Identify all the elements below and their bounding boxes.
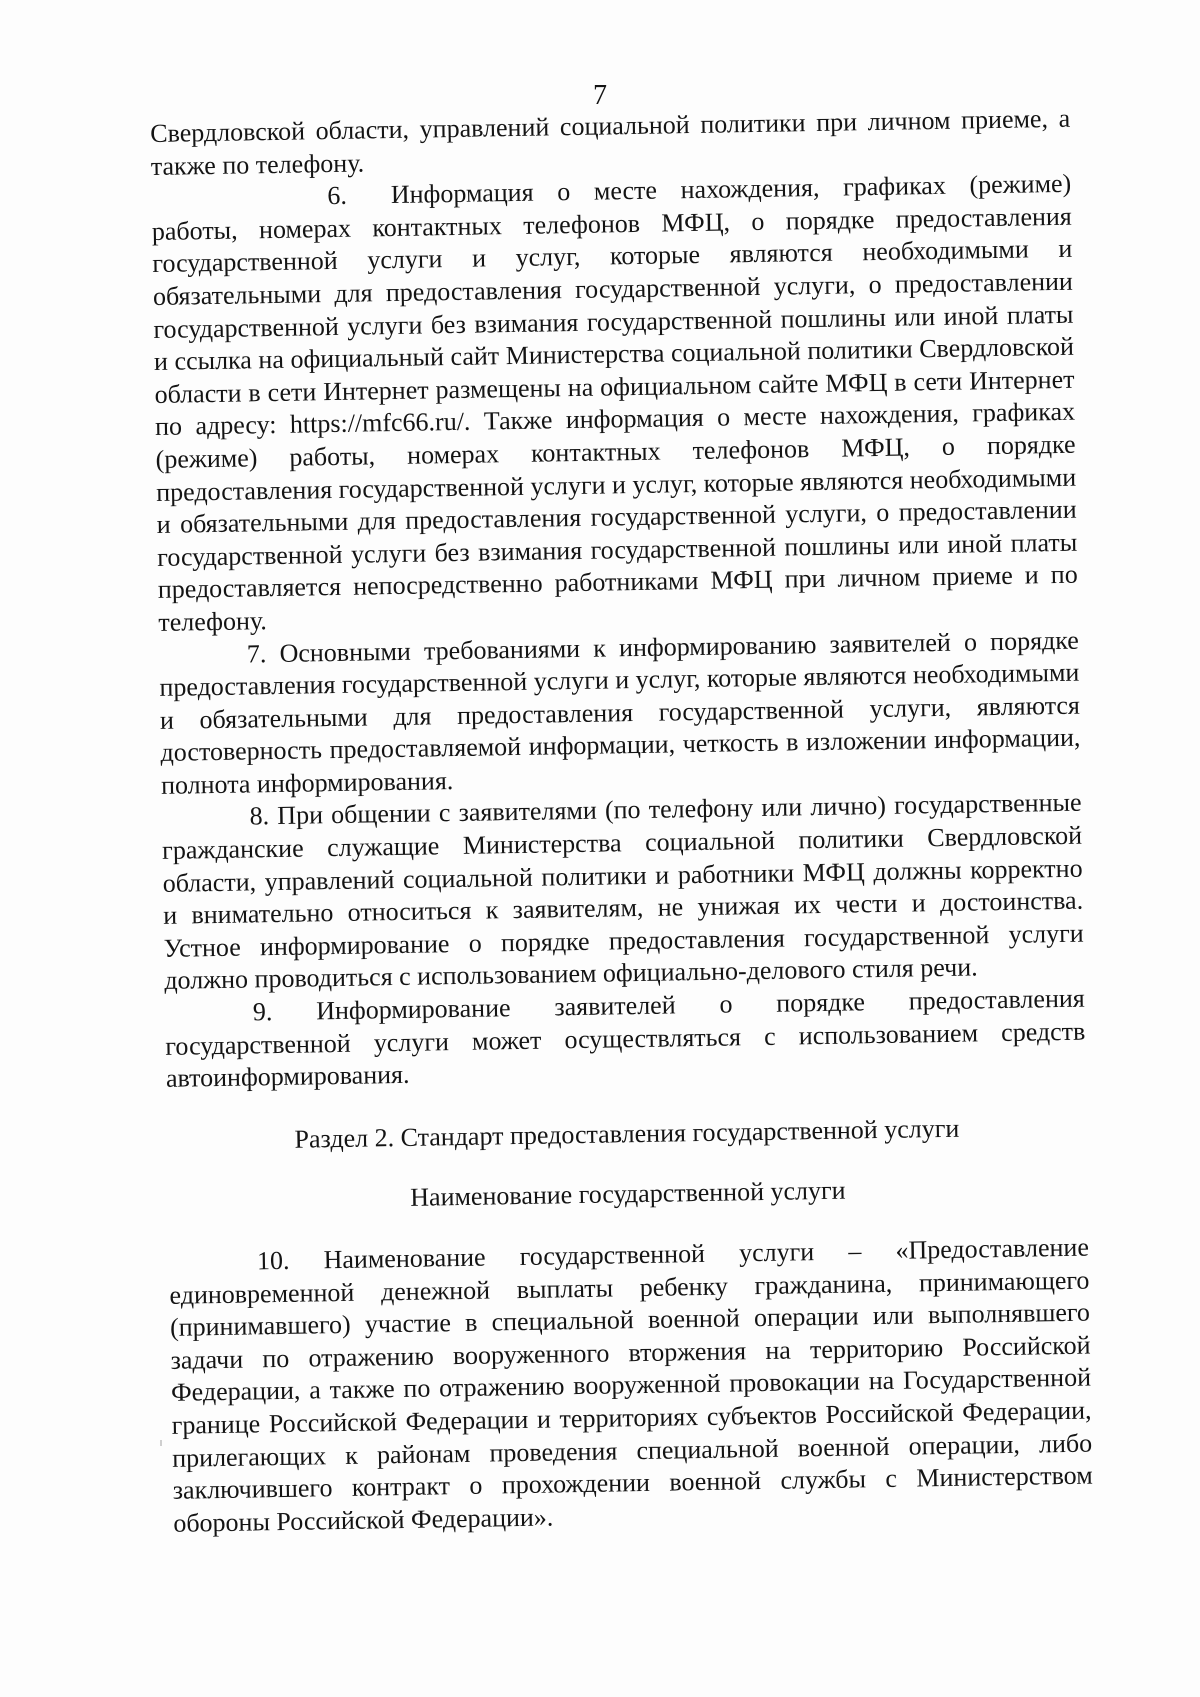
page-number: 7 [593, 80, 607, 111]
document-body [150, 103, 1093, 1540]
paragraph-6 [151, 168, 1078, 640]
subsection-title: Наименование государственной услуги [410, 1176, 846, 1213]
section-title: Раздел 2. Стандарт предоставления государственной услуги [294, 1113, 960, 1154]
paragraph-8: 8. При общении с заявителями (по телефону или лично) государственные гражданские служащие Министерства социальной политики Свердловской области, управлений социальной политики и работники МФЦ должны корректно и внимательно относиться к заявителям, не унижая их чести и достоинства. Устное информирование о порядке предоставления государственной услуги должно проводиться с использованием официально-делового стиля речи. [161, 788, 1084, 996]
paragraph-6-number: 6. [327, 180, 348, 211]
paragraph-10: 10. Наименование государственной услуги – «Предоставление единовременной денежной выплаты ребенку гражданина, принимающего (принимавшего) участие в специальной военной операции или выполнявшего задачи по отражению вооруженного вторжения на территорию Российской Федерации, а также по отражению вооруженной провокации на Государственной границе Российской Федерации и территориях субъектов Российской Федерации, прилегающих к районам проведения специальной военной операции, либо заключившего контракт о прохождении военной службы с Министерством обороны Российской Федерации». [169, 1232, 1093, 1538]
paragraph-6-text: Информация о месте нахождения, графиках (режиме) работы, номерах контактных телефонов МФЦ, о порядке предоставления государственной услуги и услуг, которые являются необходимыми и обязательными для предоставления государственной услуги, о предоставлении государственной услуги без взимания государственной пошлины или иной платы и ссылка на официальный сайт Министерства социальной политики Свердловской области в сети Интернет размещены на официальном сайте МФЦ в сети Интернет по адресу: https://mfc66.ru/. Также информация о месте нахождения, графиках (режиме) работы, номерах контактных телефонов МФЦ, о порядке предоставления государственной услуги и услуг, которые являются необходимыми и обязательными для предоставления государственной услуги, о предоставлении государственной услуги без взимания государственной пошлины или иной платы предоставляется непосредственно работниками МФЦ при личном приеме и по телефону. [151, 168, 1078, 637]
paragraph-9: 9. Информирование заявителей о порядке предоставления государственной услуги может осуществляться с использованием средств автоинформирования. [165, 983, 1086, 1094]
paragraph-7: 7. Основными требованиями к информированию заявителей о порядке предоставления государственной услуги и услуг, которые являются необходимыми и обязательными для предоставления государственной услуги, являются достоверность предоставляемой информации, четкость в изложении информации, полнота информирования. [159, 625, 1081, 800]
scan-speck [160, 1440, 162, 1446]
paragraph-continuation: Свердловской области, управлений социальной политики при личном приеме, а также по телефону. [150, 103, 1071, 181]
